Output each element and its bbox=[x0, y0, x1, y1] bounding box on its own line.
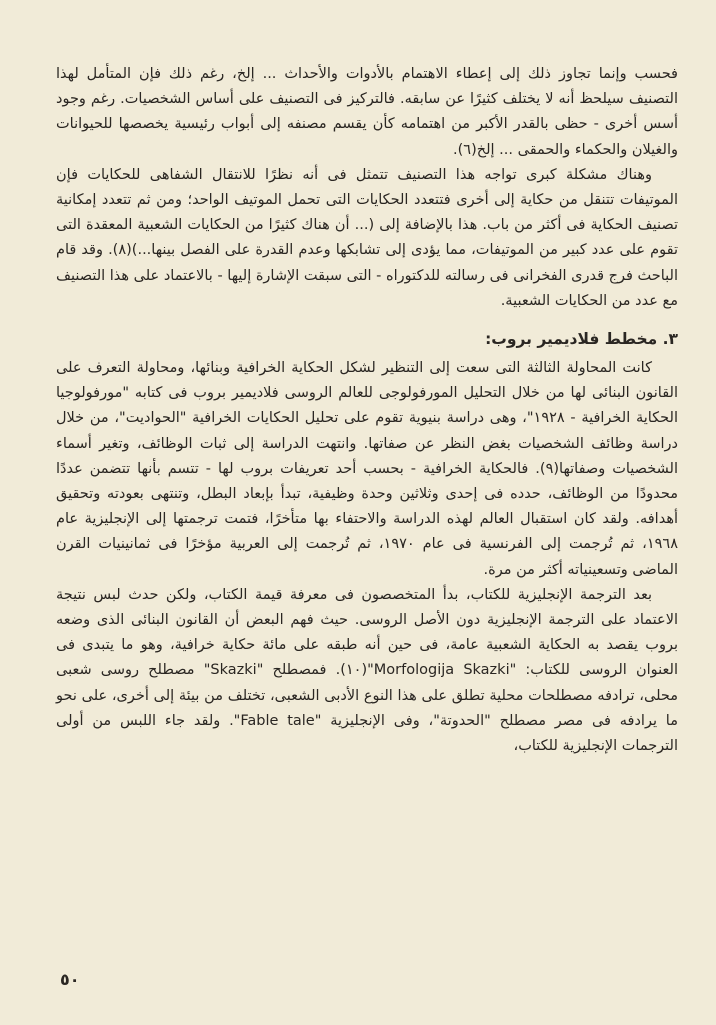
section-heading: ٣. مخطط فلاديمير بروب: bbox=[485, 330, 678, 349]
paragraph: فحسب وإنما تجاوز ذلك إلى إعطاء الاهتمام بالأدوات والأحداث ... إلخ، رغم ذلك فإن المتأمل لهذا التصنيف سيلحظ أنه لا يختلف كثيرًا عن سابقه. فالتركيز فى التصنيف على أساس الشخصيات. رغم وجود أسس أخرى - حظى بالقدر الأكبر من اهتمامه كأن يقسم مصنفه إلى أبواب رئيسية يخصصها للحيوانات والغيلان والحكماء والحمقى ... إلخ(٦). bbox=[56, 66, 678, 158]
paragraph: وهناك مشكلة كبرى تواجه هذا التصنيف تتمثل فى أنه نظرًا للانتقال الشفاهى للحكايات فإن الموتيفات تتنقل من حكاية إلى أخرى فتتعدد الحكايات التى تحمل الموتيف الواحد؛ ومن ثم تتعدد إمكانية تصنيف الحكاية فى أكثر من باب. هذا بالإضافة إلى (... أن هناك كثيرًا من الحكايات الشعبية المعقدة التى تقوم على عدد كبير من الموتيفات، مما يؤدى إلى تشابكها وعدم القدرة على الفصل بينها...)(٨). وقد قام الباحث فرج قدرى الفخرانى فى رسالته للدكتوراه - التى سبقت الإشارة إليها - بالاعتماد على هذا التصنيف مع عدد من الحكايات الشعبية. bbox=[56, 166, 678, 309]
paragraph: بعد الترجمة الإنجليزية للكتاب، بدأ المتخصصون فى معرفة قيمة الكتاب، ولكن حدث لبس نتيجة الاعتماد على الترجمة الإنجليزية دون الأصل الروسى. حيث فهم البعض أن القانون البنائى الذى وضعه بروب يقصد به الحكاية الشعبية عامة، فى حين أنه طبقه على مائة حكاية خرافية، وهو ما يتبدى فى العنوان الروسى للكتاب: "Morfologija Skazki"(١٠). فمصطلح "Skazki" مصطلح روسى شعبى محلى، ترادفه مصطلحات محلية تطلق على هذا النوع الأدبى الشعبى، تختلف من بيئة إلى أخرى، على نحو ما يرادفه فى مصر مصطلح "الحدوتة"، وفى الإنجليزية "Fable tale". ولقد جاء اللبس من أولى الترجمات الإنجليزية للكتاب، bbox=[56, 586, 678, 755]
page-number: ٥٠ bbox=[60, 970, 80, 989]
paragraph: كانت المحاولة الثالثة التى سعت إلى التنظير لشكل الحكاية الخرافية وبنائها، ومحاولة التعرف على القانون البنائى لها من خلال التحليل المورفولوجى للعالم الروسى فلاديمير بروب فى كتابه "مورفولوجيا الحكاية الخرافية - ١٩٢٨"، وهى دراسة بنيوية تقوم على تحليل الحكايات الخرافية "الحواديت"، من خلال دراسة وظائف الشخصيات بغض النظر عن صفاتها. وانتهت الدراسة إلى ثبات الوظائف، وتغير أسماء الشخصيات وصفاتها(٩). فالحكاية الخرافية - بحسب أحد تعريفات بروب لها - تتسم بأنها تتضمن عددًا محدودًا من الوظائف، حدده فى إحدى وثلاثين وحدة وظيفية، تبدأ بإبعاد البطل، وتنتهى بعودته وتحقيق أهدافه. ولقد كان استقبال العالم لهذه الدراسة والاحتفاء بها متأخرًا، فتمت ترجمتها إلى الإنجليزية عام ١٩٦٨، ثم تُرجمت إلى الفرنسية فى عام ١٩٧٠، ثم تُرجمت إلى العربية مؤخرًا فى ثمانينيات القرن الماضى وتسعينياته أكثر من مرة. bbox=[56, 360, 678, 578]
document-page bbox=[56, 62, 678, 759]
